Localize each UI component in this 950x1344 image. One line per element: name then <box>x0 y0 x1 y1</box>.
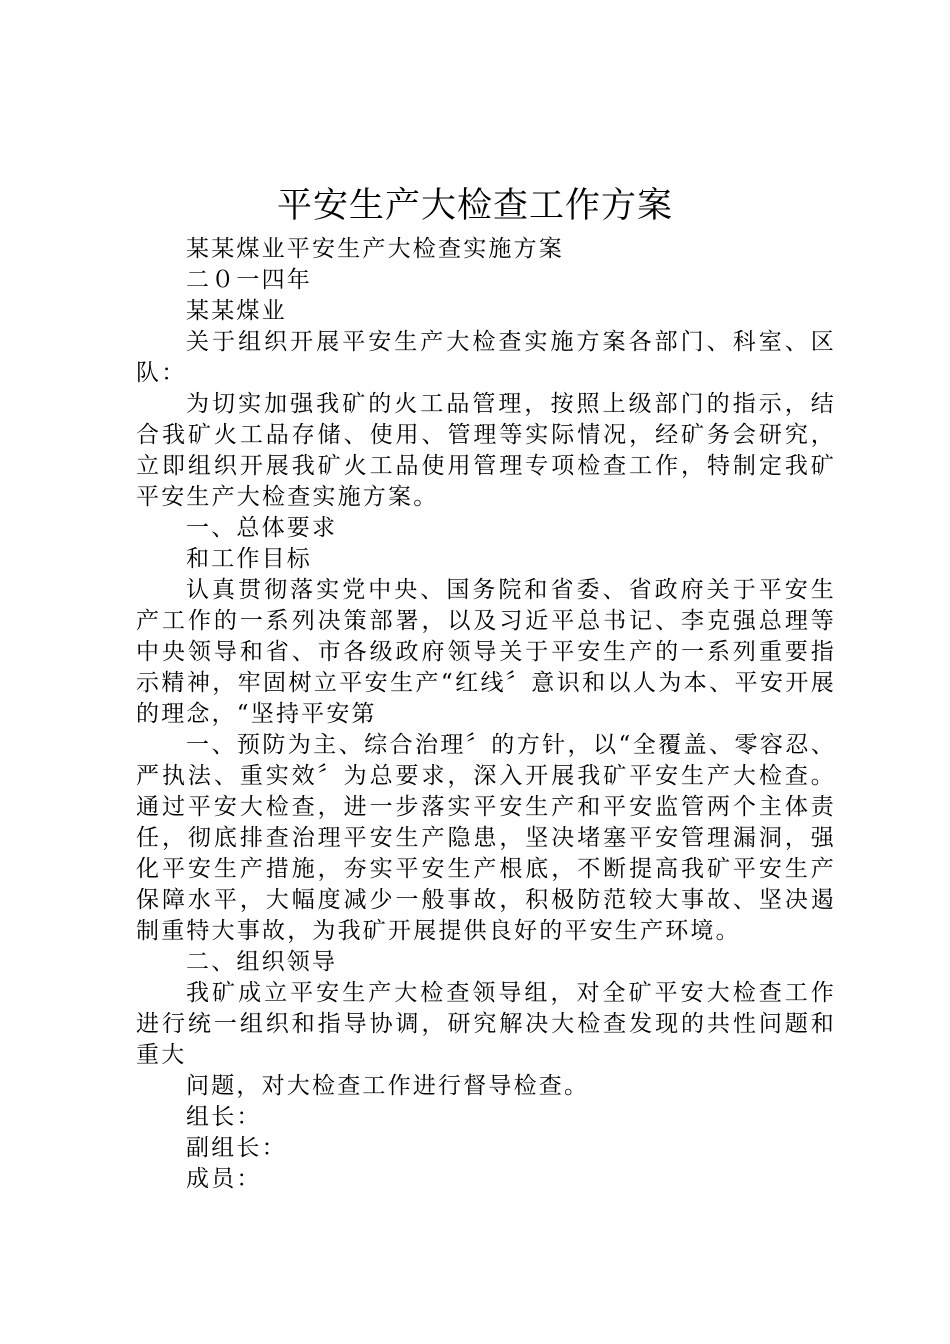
members-label: 成员： <box>186 1166 262 1192</box>
year-paragraph: 二０一四年 <box>186 267 312 293</box>
document-body <box>136 234 836 1195</box>
section-heading-1: 一、总体要求 <box>186 515 338 541</box>
supervision-paragraph: 问题，对大检查工作进行督导检查。 <box>186 1073 590 1099</box>
leadership-paragraph: 我矿成立平安生产大检查领导组，对全矿平安大检查工作进行统一组织和指导协调，研究解决大检查发现的共性问题和重大 <box>136 980 836 1068</box>
subtitle-paragraph: 某某煤业平安生产大检查实施方案 <box>186 236 564 262</box>
company-paragraph: 某某煤业 <box>186 298 287 324</box>
notice-paragraph: 关于组织开展平安生产大检查实施方案各部门、科室、区队： <box>136 329 836 386</box>
team-leader-label: 组长： <box>186 1104 262 1130</box>
requirements-paragraph: 认真贯彻落实党中央、国务院和省委、省政府关于平安生产工作的一系列决策部署，以及习近平总书记、李克强总理等中央领导和省、市各级政府领导关于平安生产的一系列重要指示精神，牢固树立平安生产“红线〞意识和以人为本、平安开展的理念，“坚持平安第 <box>136 577 836 727</box>
principles-paragraph: 一、预防为主、综合治理〞的方针，以“全覆盖、零容忍、严执法、重实效〞为总要求，深入开展我矿平安生产大检查。通过平安大检查，进一步落实平安生产和平安监管两个主体责任，彻底排查治理平安生产隐患，坚决堵塞平安管理漏洞，强化平安生产措施，夯实平安生产根底，不断提高我矿平安生产保障水平，大幅度减少一般事故，积极防范较大事故、坚决遏制重特大事故，为我矿开展提供良好的平安生产环境。 <box>136 732 836 944</box>
section-heading-2: 二、组织领导 <box>186 949 338 975</box>
intro-paragraph: 为切实加强我矿的火工品管理，按照上级部门的指示，结合我矿火工品存储、使用、管理等实际情况，经矿务会研究，立即组织开展我矿火工品使用管理专项检查工作，特制定我矿平安生产大检查实施方案。 <box>136 391 836 510</box>
section-heading-1-continued: 和工作目标 <box>186 546 312 572</box>
deputy-leader-label: 副组长： <box>186 1135 287 1161</box>
document-title: 平安生产大检查工作方案 <box>276 186 673 226</box>
